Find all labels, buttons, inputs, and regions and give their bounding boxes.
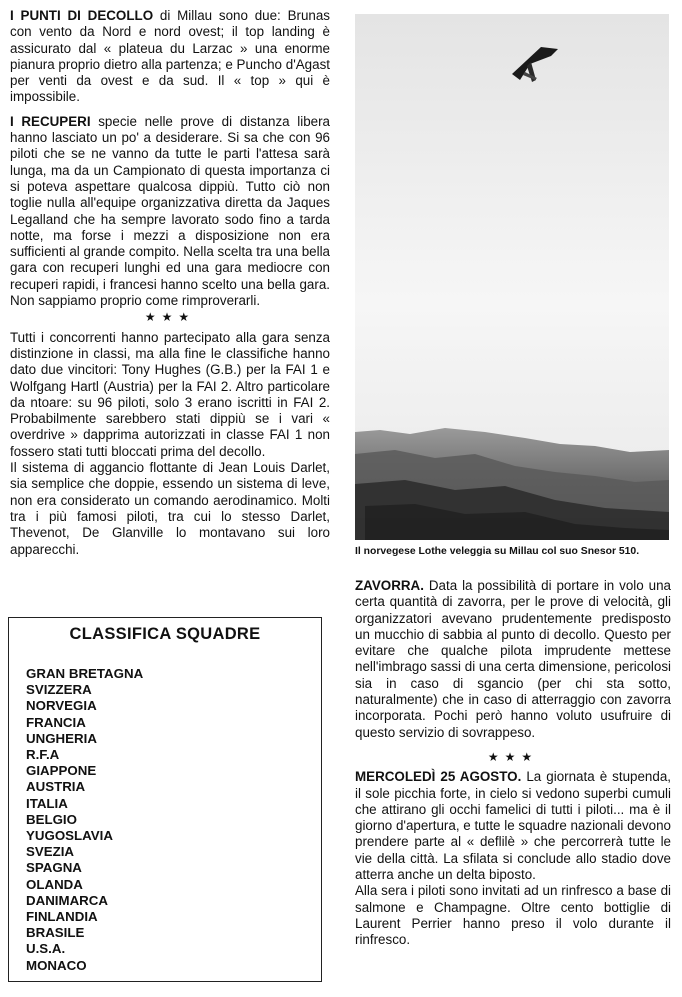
classifica-team: R.F.A: [26, 747, 60, 763]
text-zavorra: Data la possibilità di portare in volo una certa quantità di zavorra, per le prove di velocità, gli organizzatori avevano prudentemente predisposto un mucchio di sabbia al punto di decollo. Questo per evitare che qualche pilota imprudente mettese nell'imbrago sassi di una certa dimensione, pericolosi sia in caso di sgancio (per chi sta sotto, naturalmente) che in caso di atterraggio con zavorra incorporata. Pochi però hanno voluto usufruire di questo servizio di sovrappeso.: [355, 578, 671, 740]
section-separator-stars: ★★★: [144, 310, 196, 325]
classifica-team: FINLANDIA: [26, 909, 98, 925]
text-punti-di-decollo: di Millau sono due: Brunas con vento da Nord e nord ovest; il top landing è assicurato dal « plateua du Larzac » una enorme pianura proprio dietro alla partenza; e Puncho d'Agast per venti da ovest e da sud. Il « top » qui è impossibile.: [10, 8, 330, 105]
paragraph-punti-di-decollo: [10, 8, 330, 106]
classifica-team: FRANCIA: [26, 714, 86, 730]
left-column: [10, 8, 330, 566]
paragraph-concorrenti: Tutti i concorrenti hanno partecipato alla gara senza distinzione in classi, ma alla fine le classifiche hanno dato due vincitori: Tony Hughes (G.B.) per la FAI 1 e Wolfgang Hartl (Austria) per la FAI 2. Altro particolare da ntoare: su 96 piloti, solo 3 erano iscritti in FAI 2. Probabilmente sarebbero stati dippiù se i vari « overdrive » dapprima autorizzati in classe FAI 1 non fossero stati tutti bloccati prima del decollo.: [10, 329, 330, 459]
classifica-team: YUGOSLAVIA: [26, 828, 113, 844]
lead-recuperi: I RECUPERI: [10, 113, 91, 129]
paragraph-recuperi: [10, 114, 330, 310]
classifica-team: DANIMARCA: [26, 892, 108, 908]
section-separator-stars: ★★★: [487, 749, 539, 764]
classifica-title: CLASSIFICA SQUADRE: [69, 625, 261, 643]
classifica-team: GRAN BRETAGNA: [26, 666, 144, 681]
classifica-team: UNGHERIA: [26, 730, 97, 746]
classifica-team: SPAGNA: [26, 860, 82, 876]
classifica-team: ITALIA: [26, 795, 68, 811]
classifica-team: BELGIO: [26, 811, 77, 827]
classifica-squadre-box: [8, 617, 322, 982]
lead-zavorra: ZAVORRA.: [355, 578, 424, 593]
classifica-team: NORVEGIA: [26, 698, 97, 714]
text-mercoledi: La giornata è stupenda, il sole picchia forte, in cielo si vedono superbi cumuli che attirano gli occhi famelici di tutti i piloti... ma è il giorno d'apertura, e tutte le squadre nazionali devono prendere parte al « deflilè » che percorrerà tutte le vie della città. La sfilata si conclude allo stadio dove atterra anche un delta biposto.: [355, 769, 671, 883]
hang-glider-photo: [355, 14, 669, 540]
classifica-team: SVIZZERA: [26, 682, 92, 698]
right-column: [355, 578, 671, 957]
classifica-team: AUSTRIA: [26, 779, 86, 795]
photo-illustration: [355, 14, 669, 540]
classifica-list: [26, 666, 321, 974]
paragraph-mercoledi: [355, 769, 671, 883]
lead-punti-di-decollo: I PUNTI DI DECOLLO: [10, 8, 154, 23]
classifica-team: OLANDA: [26, 876, 83, 892]
lead-mercoledi: MERCOLEDÌ 25 AGOSTO.: [355, 769, 522, 785]
paragraph-aggancio: Il sistema di aggancio flottante di Jean Louis Darlet, sia semplice che doppie, essendo un sistema di leve, non era considerato un comando aerodinamico. Molti tra i più famosi piloti, tra cui lo stesso Darlet, Thevenot, De Glanville lo montavano sui loro apparecchi.: [10, 460, 330, 557]
paragraph-rinfresco: Alla sera i piloti sono invitati ad un rinfresco a base di salmone e Champagne. Oltre cento bottiglie di Laurent Perrier hanno preso il volo durante il rinfresco.: [355, 883, 671, 948]
classifica-team: U.S.A.: [26, 941, 66, 957]
text-recuperi: specie nelle prove di distanza libera hanno lasciato un po' a desiderare. Si sa che con 96 piloti che se ne vanno da tutte le parti l'attesa sarà lunga, ma da un Campionato di questa importanza ci si poteva aspettare qualcosa dippiù. Tutto ciò non toglie nulla all'equipe organizzativa diretta da Jaques Legalland che ha sempre lavorato sodo fino a tarda notte, ma forse i mezzi a disposizione non era sufficienti al grande compito. Nella scelta tra una bella gara con recuperi lunghi ed una gara mediocre con recuperi rapidi, i francesi hanno scelto una bella gara. Non sappiamo proprio come rimproverarli.: [10, 113, 331, 309]
classifica-team: GIAPPONE: [26, 763, 97, 779]
classifica-team: BRASILE: [26, 925, 85, 941]
paragraph-zavorra: [355, 578, 671, 741]
classifica-team: MONACO: [26, 957, 87, 973]
photo-caption: Il norvegese Lothe veleggia su Millau col suo Snesor 510.: [355, 546, 640, 557]
classifica-team: SVEZIA: [26, 844, 75, 860]
